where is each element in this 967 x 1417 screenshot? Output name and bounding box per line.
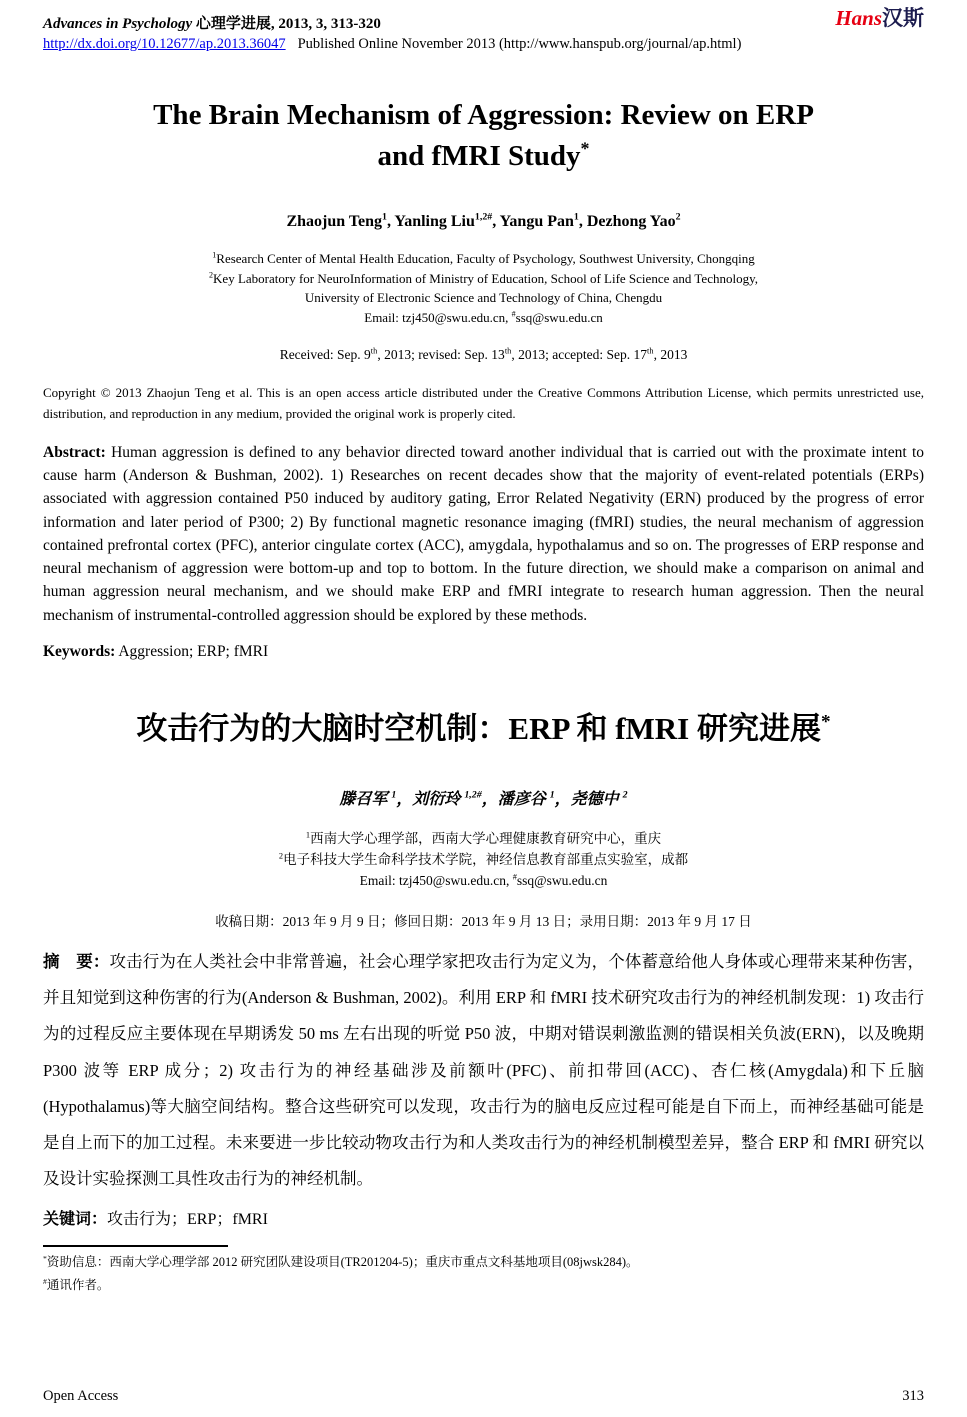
received-line	[43, 347, 924, 363]
email-prefix: Email: tzj450@swu.edu.cn,	[364, 309, 512, 325]
cn-title-footnote-mark: *	[820, 711, 831, 733]
footnotes	[43, 1251, 924, 1297]
email-suffix: ssq@swu.edu.cn	[515, 309, 603, 325]
author-1: Zhaojun Teng	[286, 213, 383, 231]
cn-abstract-body: 攻击行为在人类社会中非常普遍，社会心理学家把攻击行为定义为，个体蓄意给他人身体或心理带来某种伤害，并且知觉到这种伤害的行为(Anderson & Bushman, 2002)。利用 ERP 和 fMRI 技术研究攻击行为的神经机制发现：1) 攻击行为的过程反应主要体现在早期诱发 50 ms 左右出现的听觉 P50 波，中期对错误刺激监测的错误相关负波(ERN)，以及晚期 P300 波等 ERP 成分；2) 攻击行为的神经基础涉及前额叶(PFC)、前扣带回(ACC)、杏仁核(Amygdala)和下丘脑(Hypothalamus)等大脑空间结构。整合这些研究可以发现，攻击行为的脑电反应过程可能是自下而上，而神经基础可能是是自上而下的加工过程。未来要进一步比较动物攻击行为和人类攻击行为的神经机制模型差异，整合 ERP 和 fMRI 研究以及设计实验探测工具性攻击行为的神经机制。	[43, 951, 924, 1189]
affiliation-2-cont	[43, 288, 924, 308]
cn-author-4: ，尧德中	[554, 790, 623, 808]
affiliation-1-text: Research Center of Mental Health Education, Faculty of Psychology, Southwest University, Chongqing	[216, 251, 755, 267]
open-access-label: Open Access	[43, 1388, 119, 1404]
received-3-ord: th	[647, 346, 654, 356]
author-4: , Dezhong Yao	[578, 213, 676, 231]
affiliation-1-mark: 1	[212, 251, 217, 261]
doi-line	[43, 36, 924, 53]
cn-keywords-label: 关键词：	[43, 1210, 108, 1228]
cn-email-line	[43, 871, 924, 892]
abstract-label: Abstract:	[43, 443, 106, 461]
page-number: 313	[902, 1388, 924, 1404]
abstract	[43, 441, 924, 627]
abstract-body: Human aggression is defined to any behavior directed toward another individual that is carried out with the proximate intent to cause harm (Anderson & Bushman, 2002). 1) Researches on recent decades show that the majority of event-related potentials (ERPs) associated with aggression contained P50 induced by auditory gating, Error Related Negativity (ERN) produced by the progress of error information and later period of P300; 2) By functional magnetic resonance imaging (fMRI) studies, the neural mechanism of aggression contained prefrontal cortex (PFC), anterior cingulate cortex (ACC), amygdala, hypothalamus and so on. The progresses of ERP response and neural mechanism of aggression were bottom-up and top to bottom. In the future direction, we should make a comparison on animal and human aggression neural mechanism, and we should make ERP and fMRI integrate to research human aggression. Then the neural mechanism of instrumental-controlled aggression should be explored by these methods.	[43, 443, 924, 624]
author-4-affmark: 2	[675, 212, 681, 224]
cn-affiliations	[43, 829, 924, 892]
footnote-corresponding	[43, 1274, 924, 1297]
received-1-ord: th	[370, 346, 378, 356]
cn-affiliation-1-text: 西南大学心理学部，西南大学心理健康教育研究中心，重庆	[310, 830, 662, 846]
affiliation-2-text: Key Laboratory for NeuroInformation of Ministry of Education, School of Life Science and Technology,	[213, 270, 758, 286]
footnote-corresponding-text: 通讯作者。	[46, 1277, 110, 1292]
received-3: , 2013; accepted: Sep. 17	[511, 347, 648, 363]
cn-affiliation-1-mark: 1	[305, 830, 311, 840]
article-title-line2	[43, 136, 924, 177]
article-title-line2-text: and fMRI Study	[377, 140, 581, 173]
cn-affiliation-1	[43, 829, 924, 850]
published-online: Published Online November 2013 (http://www.hanspub.org/journal/ap.html)	[297, 36, 742, 52]
doi-link[interactable]: http://dx.doi.org/10.12677/ap.2013.36047	[43, 36, 286, 52]
page-footer	[43, 1388, 924, 1405]
title-footnote-mark: *	[580, 138, 590, 159]
footnote-corresponding-mark: #	[43, 1276, 47, 1286]
cn-author-3-affmark: 1	[549, 789, 555, 801]
footnote-funding-text: 资助信息：西南大学心理学部 2012 研究团队建设项目(TR201204-5)；重庆市重点文科基地项目(08jwsk284)。	[46, 1254, 639, 1269]
received-4: , 2013	[653, 347, 688, 363]
received-2: , 2013; revised: Sep. 13	[377, 347, 505, 363]
cn-keywords-body: 攻击行为；ERP；fMRI	[107, 1210, 268, 1228]
cn-authors-line	[43, 786, 924, 809]
authors-line	[43, 213, 924, 231]
hans-logo-en: Hans	[835, 6, 882, 30]
hans-logo-cn: 汉斯	[882, 6, 924, 30]
author-3: , Yangu Pan	[492, 213, 574, 231]
affiliation-2	[43, 269, 924, 289]
keywords-body: Aggression; ERP; fMRI	[115, 642, 269, 660]
affiliation-2-mark: 2	[209, 270, 214, 280]
affiliation-1	[43, 249, 924, 269]
journal-name: Advances in Psychology	[43, 16, 193, 32]
cn-author-1-affmark: 1	[391, 789, 397, 801]
cn-abstract	[43, 944, 924, 1198]
affiliations	[43, 249, 924, 327]
cn-affiliation-2	[43, 850, 924, 871]
cn-email-corresponding-mark: #	[512, 872, 517, 882]
keywords-line	[43, 643, 924, 661]
article-title	[43, 95, 924, 177]
email-corresponding-mark: #	[511, 309, 516, 319]
affiliation-2-cont-text: University of Electronic Science and Technology of China, Chengdu	[304, 290, 663, 306]
cn-received-line: 收稿日期：2013 年 9 月 9 日；修回日期：2013 年 9 月 13 日；录用日期：2013 年 9 月 17 日	[215, 913, 752, 929]
footnote-funding-mark: *	[43, 1253, 47, 1263]
cn-affiliation-2-mark: 2	[278, 851, 284, 861]
received-1: Received: Sep. 9	[279, 347, 371, 363]
cn-author-1: 滕召军	[339, 790, 392, 808]
cn-email-prefix: Email: tzj450@swu.edu.cn,	[359, 872, 513, 888]
author-1-affmark: 1	[382, 212, 387, 224]
journal-citation	[43, 8, 381, 33]
journal-header	[43, 8, 924, 53]
author-2: , Yanling Liu	[387, 213, 475, 231]
keywords-label: Keywords:	[43, 642, 116, 660]
footnote-funding	[43, 1251, 924, 1274]
author-2-affmark: 1,2#	[474, 212, 493, 224]
article-title-line1: The Brain Mechanism of Aggression: Review on ERP	[153, 99, 814, 131]
author-3-affmark: 1	[573, 212, 579, 224]
cn-author-4-affmark: 2	[622, 789, 628, 801]
cn-author-3: ，潘彦谷	[481, 790, 550, 808]
cn-keywords-line	[43, 1206, 924, 1229]
received-2-ord: th	[504, 346, 512, 356]
copyright-notice: Copyright © 2013 Zhaojun Teng et al. This is an open access article distributed under the Creative Commons Attribution License, which permits unrestricted use, distribution, and reproduction in any medium, provided the original work is properly cited.	[43, 385, 924, 422]
cn-abstract-label: 摘 要：	[43, 951, 110, 971]
cn-author-2: ，刘衍玲	[396, 790, 465, 808]
journal-meta: 心理学进展, 2013, 3, 313-320	[195, 16, 381, 32]
cn-author-2-affmark: 1,2#	[464, 789, 482, 801]
hans-logo	[835, 8, 924, 29]
cn-affiliation-2-text: 电子科技大学生命科学技术学院，神经信息教育部重点实验室，成都	[283, 851, 689, 867]
footnote-divider	[43, 1245, 228, 1247]
cn-article-title-text: 攻击行为的大脑时空机制：ERP 和 fMRI 研究进展	[136, 710, 821, 746]
email-line	[43, 308, 924, 328]
cn-article-title	[43, 703, 924, 748]
cn-email-suffix: ssq@swu.edu.cn	[516, 872, 608, 888]
